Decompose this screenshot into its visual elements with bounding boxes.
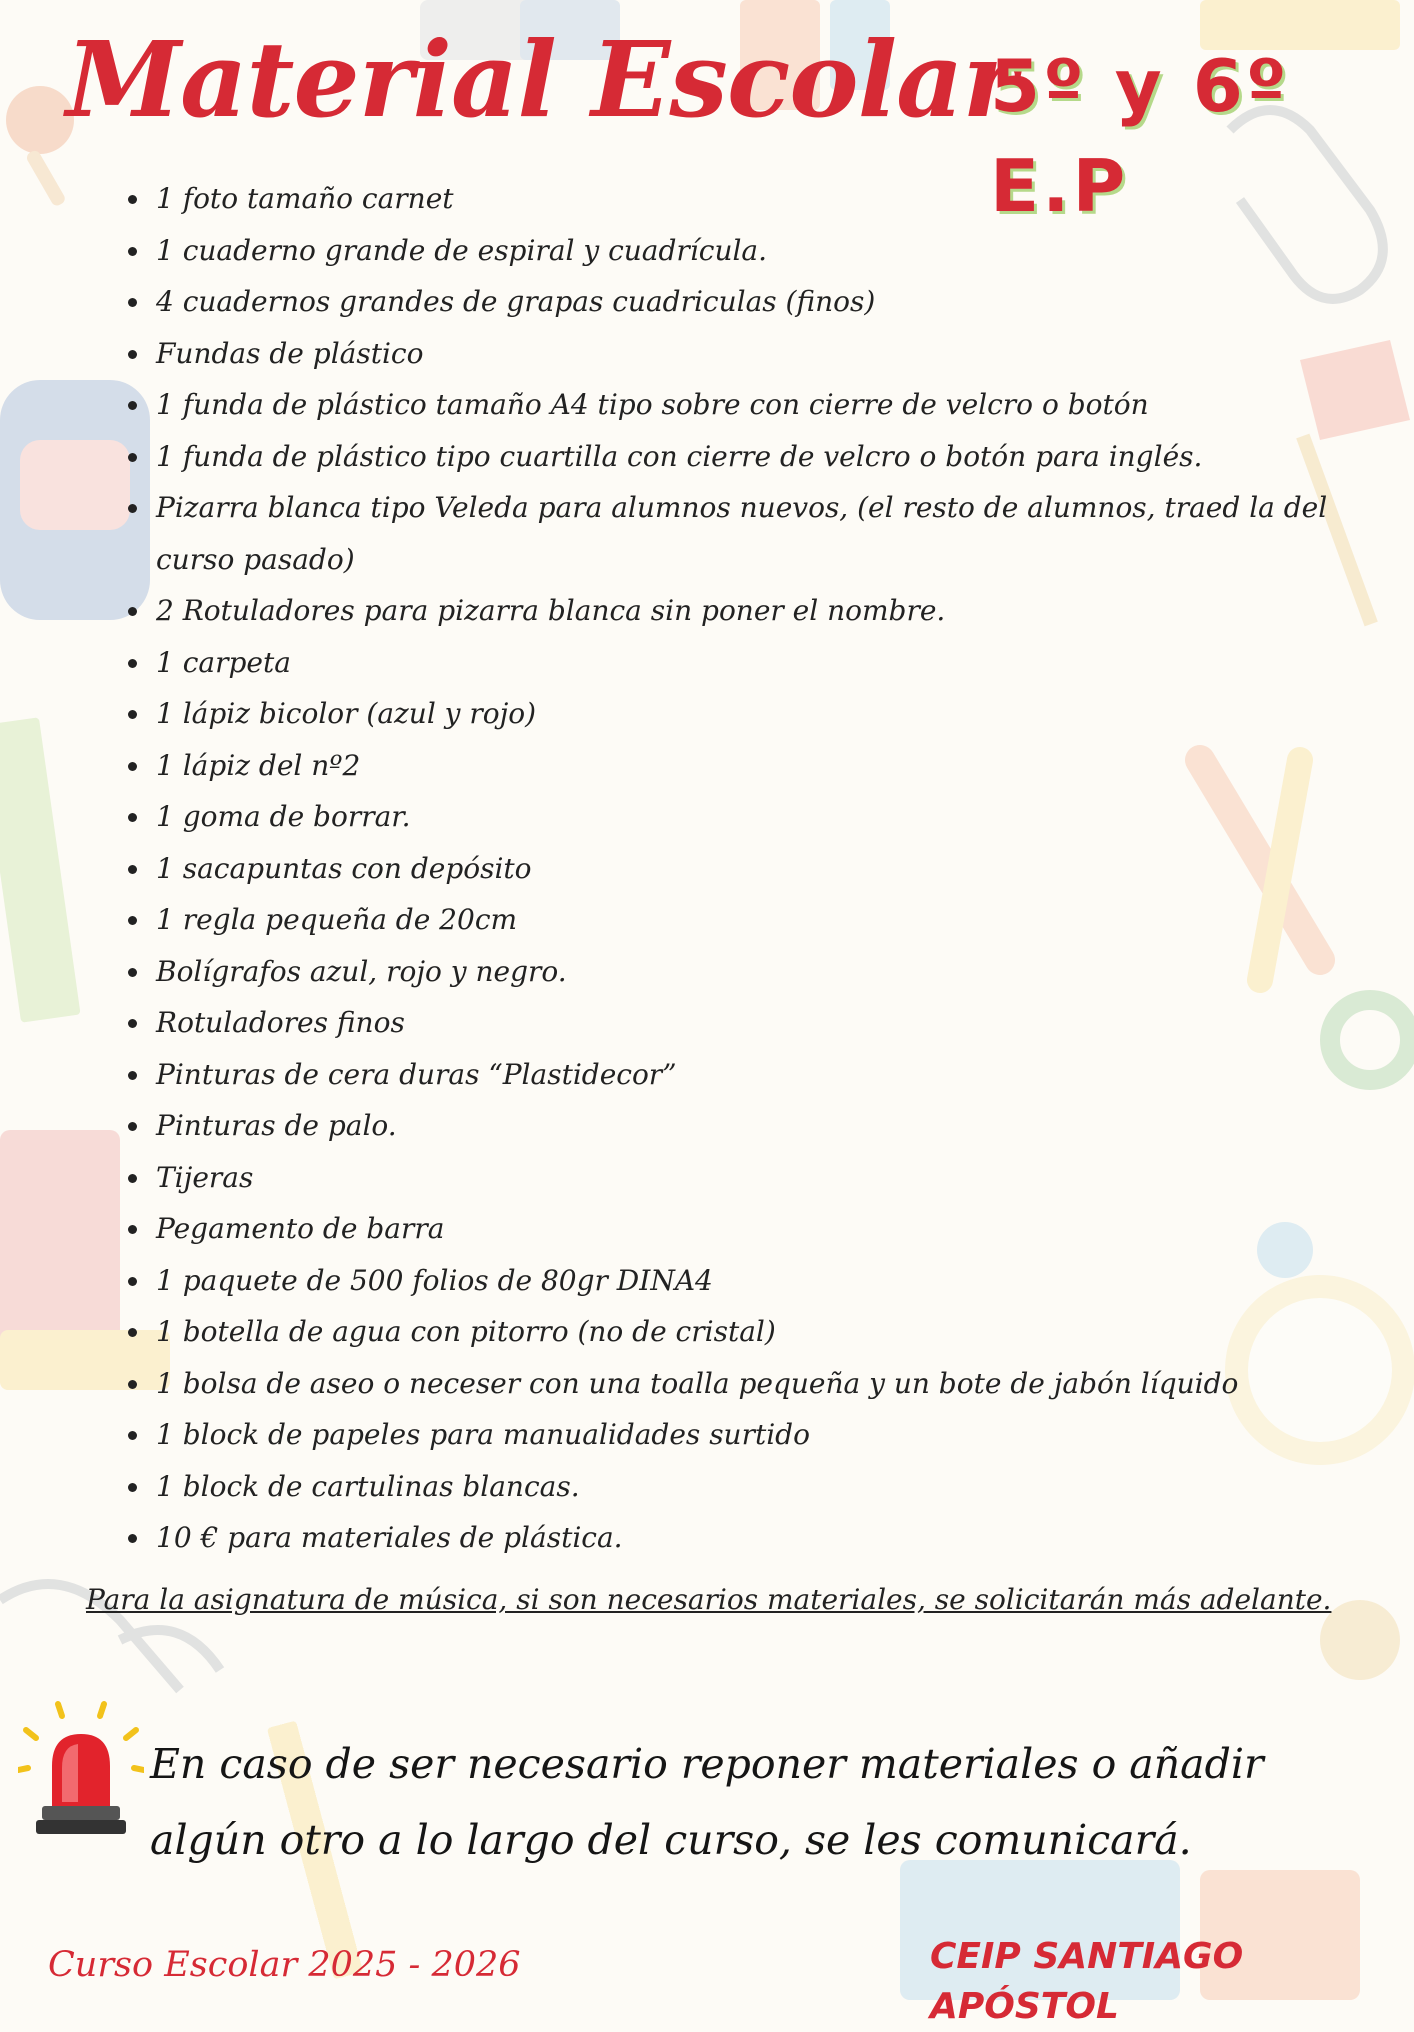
list-item: • Pinturas de cera duras “Plastidecor” — [152, 1049, 1392, 1101]
list-item: • 1 botella de agua con pitorro (no de cristal) — [152, 1306, 1392, 1358]
list-item: • 10 € para materiales de plástica. — [152, 1512, 1392, 1564]
list-item: • 4 cuadernos grandes de grapas cuadriculas (finos) — [152, 276, 1392, 328]
list-item: • 1 lápiz del nº2 — [152, 740, 1392, 792]
list-item: • 1 block de cartulinas blancas. — [152, 1461, 1392, 1513]
list-item: • Bolígrafos azul, rojo y negro. — [152, 946, 1392, 998]
list-item: • 1 carpeta — [152, 637, 1392, 689]
grade-label: 5º y 6º E.P — [990, 44, 1290, 228]
list-item: • 1 paquete de 500 folios de 80gr DINA4 — [152, 1255, 1392, 1307]
siren-icon — [18, 1698, 144, 1838]
page-title: Material Escolar — [66, 18, 1017, 141]
notice-text: En caso de ser necesario reponer materiales o añadir algún otro a lo largo del curso, se les comunicará. — [150, 1740, 1264, 1864]
list-item: • 1 bolsa de aseo o neceser con una toalla pequeña y un bote de jabón líquido — [152, 1358, 1392, 1410]
list-item: • Pinturas de palo. — [152, 1100, 1392, 1152]
list-item: • Pegamento de barra — [152, 1203, 1392, 1255]
list-item: • 1 funda de plástico tamaño A4 tipo sobre con cierre de velcro o botón — [152, 379, 1392, 431]
list-item: • Pizarra blanca tipo Veleda para alumnos nuevos, (el resto de alumnos, traed la del curso pasado) — [152, 482, 1392, 585]
list-item: • 1 sacapuntas con depósito — [152, 843, 1392, 895]
list-item: • 1 cuaderno grande de espiral y cuadrícula. — [152, 225, 1392, 277]
music-note: Para la asignatura de música, si son necesarios materiales, se solicitarán más adelante. — [86, 1583, 1332, 1616]
materials-list — [110, 173, 1392, 1564]
list-item: • 1 funda de plástico tipo cuartilla con cierre de velcro o botón para inglés. — [152, 431, 1392, 483]
list-item: • 2 Rotuladores para pizarra blanca sin poner el nombre. — [152, 585, 1392, 637]
list-item: • 1 lápiz bicolor (azul y rojo) — [152, 688, 1392, 740]
school-name: CEIP SANTIAGO APÓSTOL — [930, 1936, 1244, 2027]
ruler-icon — [0, 717, 81, 1022]
list-item: • Rotuladores finos — [152, 997, 1392, 1049]
list-item: • 1 regla pequeña de 20cm — [152, 894, 1392, 946]
list-item: • 1 block de papeles para manualidades surtido — [152, 1409, 1392, 1461]
list-item: • 1 foto tamaño carnet — [152, 173, 1392, 225]
pushpin-icon — [6, 86, 74, 208]
list-item: • Fundas de plástico — [152, 328, 1392, 380]
school-year: Curso Escolar 2025 - 2026 — [48, 1945, 521, 1985]
list-item: • Tijeras — [152, 1152, 1392, 1204]
list-item: • 1 goma de borrar. — [152, 791, 1392, 843]
